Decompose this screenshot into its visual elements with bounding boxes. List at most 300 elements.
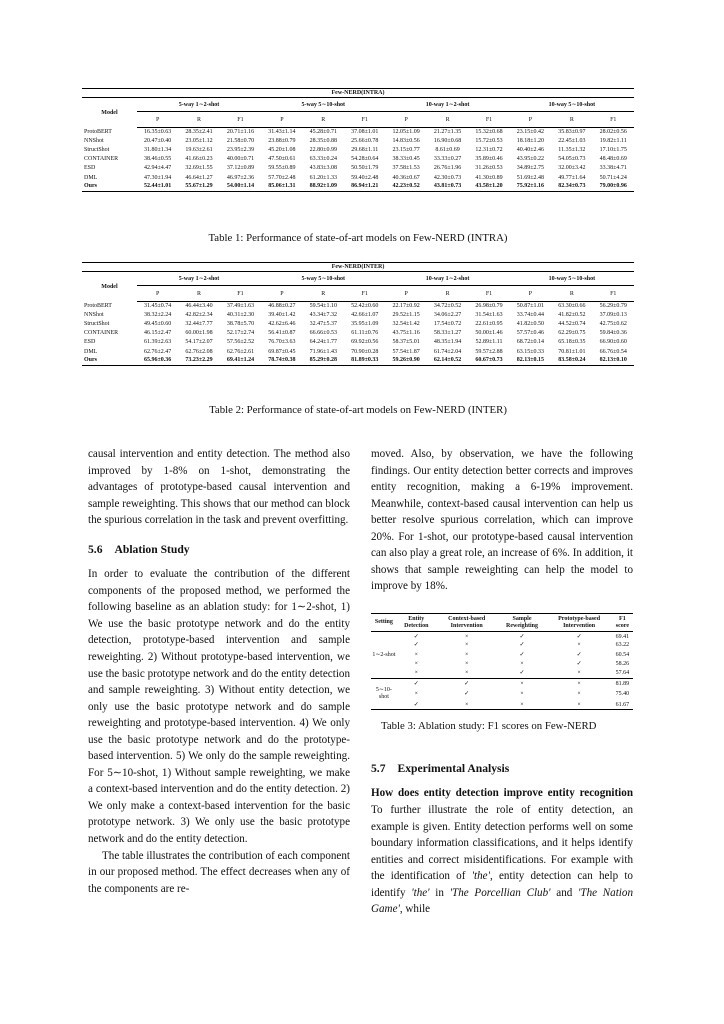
metric-cell: 52.17±2.74 (226, 330, 255, 337)
metric-cell: 78.74±0.38 (261, 356, 302, 365)
paragraph: In order to evaluate the contribution of the different components of the proposed method, we performed the following baseline as an ablation study: for 1∼2-shot, 1) We use the basic prototype network and do the entity detection, prototype-based intervention and sample reweighting. 2) Without prototype-based intervention, we use the basic prototype network and do the entity detection and sample reweighting. 3) Without entity detection, we only use the basic prototype network and do sample reweighting and prototype-based intervention. 4) We only use the basic prototype network and do the prototype-based intervention. 5) We only do the sample reweighting. For 5∼10-shot, 1) Without sample reweighting, we make a context-based intervention and do the entity detection. 2) We only make a context-based intervention for the basic prototype network. 3) We only use the basic prototype network and do the entity detection. (88, 568, 350, 846)
right-column (371, 446, 633, 918)
component-cell: ✓ (576, 651, 582, 658)
section-title: Ablation Study (114, 542, 190, 556)
component-cell: ✓ (576, 634, 582, 641)
metric-cell: 63.30±0.66 (558, 303, 586, 310)
table-row (371, 650, 633, 659)
col-header: F1 score (612, 613, 633, 631)
table-row (82, 182, 634, 191)
component-cell: ✓ (519, 642, 525, 649)
metric-cell: 32.44±7.77 (185, 321, 213, 328)
col-header: F1 (220, 286, 261, 302)
component-cell: × (520, 660, 524, 667)
metric-cell: 82.13±0.10 (593, 356, 634, 365)
metric-cell: 20.71±1.16 (226, 129, 255, 136)
col-header: P (385, 112, 426, 128)
metric-cell: 38.78±5.70 (226, 321, 255, 328)
metric-cell: 40.00±0.71 (226, 156, 255, 163)
component-cell: × (498, 701, 547, 710)
metric-cell: 75.92±1.16 (510, 182, 551, 191)
metric-cell: 42.23±0.52 (385, 182, 426, 191)
table-row (371, 641, 633, 650)
score-cell: 57.64 (612, 669, 633, 678)
model-name: NNShot (84, 138, 104, 145)
component-cell: ✓ (397, 701, 436, 710)
metric-cell: 49.77±1.64 (558, 174, 586, 181)
table-row (82, 329, 634, 338)
metric-cell: 21.58±0.70 (226, 138, 255, 145)
table-title: Few-NERD(INTER) (82, 263, 634, 272)
metric-cell: 31.43±1.14 (268, 129, 296, 136)
table-row (371, 669, 633, 678)
paragraph: The table illustrates the contribution of each component in our proposed method. The effect decreases when any of the components are re- (88, 849, 350, 895)
table-row (371, 701, 633, 710)
component-cell: ✓ (464, 680, 470, 687)
metric-cell: 66.90±0.60 (599, 339, 627, 346)
score-cell: 63.22 (615, 642, 630, 649)
metric-cell: 73.23±2.29 (178, 356, 219, 365)
col-header: F1 (220, 112, 261, 128)
metric-cell: 52.89±1.11 (475, 339, 503, 346)
table-row (82, 173, 634, 182)
table-row (82, 347, 634, 356)
score-cell: 60.54 (615, 651, 630, 658)
text-run: , entity detection can help to identify (371, 870, 633, 899)
metric-cell: 43.95±0.22 (516, 156, 545, 163)
metric-cell: 56.29±0.79 (599, 303, 627, 310)
metric-cell: 62.76±2.47 (143, 348, 172, 355)
metric-cell: 49.45±0.60 (143, 321, 172, 328)
col-header: R (178, 286, 219, 302)
metric-cell: 59.40±2.48 (351, 174, 379, 181)
quote: 'The Porcellian Club' (449, 886, 551, 899)
col-header: P (261, 286, 302, 302)
table-row (82, 128, 634, 137)
metric-cell: 70.90±0.28 (351, 348, 379, 355)
score-cell: 69.41 (615, 634, 630, 641)
metric-cell: 34.72±0.52 (433, 303, 462, 310)
table-body (82, 302, 634, 366)
metric-cell: 62.14±0.52 (427, 356, 468, 365)
results-table-inter (82, 262, 634, 366)
component-cell: ✓ (413, 680, 419, 687)
col-header: P (385, 286, 426, 302)
metric-cell: 81.89±0.33 (344, 356, 385, 365)
metric-cell: 88.92±1.09 (303, 182, 344, 191)
metric-cell: 34.89±2.75 (516, 165, 545, 172)
metric-cell: 37.12±0.89 (226, 165, 255, 172)
metric-cell: 42.75±0.62 (599, 321, 627, 328)
col-header: R (303, 112, 344, 128)
table-row (371, 660, 633, 669)
section-heading-ablation (88, 542, 350, 559)
model-name: ProtoBERT (84, 303, 112, 310)
quote: 'the' (411, 886, 430, 899)
component-cell: × (546, 701, 611, 710)
metric-cell: 46.44±3.40 (185, 303, 213, 310)
col-header: F1 (344, 286, 385, 302)
col-header: Entity Detection (397, 613, 436, 631)
setting-cell (371, 701, 397, 710)
component-cell: × (436, 701, 498, 710)
component-cell: × (464, 634, 469, 641)
component-cell: ✓ (519, 651, 525, 658)
group-header: 10-way 5∼10-shot (510, 98, 634, 112)
table-row (371, 632, 633, 641)
metric-cell: 23.15±0.77 (392, 147, 420, 154)
metric-cell: 50.87±1.01 (516, 303, 545, 310)
metric-cell: 52.42±0.60 (351, 303, 379, 310)
metric-cell: 76.70±3.63 (268, 339, 296, 346)
metric-cell: 38.32±2.24 (143, 312, 172, 319)
col-header: R (427, 286, 468, 302)
metric-cell: 25.66±0.78 (351, 138, 379, 145)
metric-cell: 16.35±0.63 (143, 129, 172, 136)
metric-cell: 35.95±1.09 (351, 321, 379, 328)
metric-cell: 35.89±0.46 (475, 156, 503, 163)
metric-cell: 51.69±2.48 (516, 174, 545, 181)
metric-cell: 54.17±2.07 (185, 339, 213, 346)
model-header: Model (101, 109, 118, 116)
component-cell: × (397, 669, 436, 678)
metric-cell: 57.54±1.87 (392, 348, 420, 355)
col-header: R (427, 112, 468, 128)
model-name: NNShot (84, 312, 104, 319)
model-name: ProtoBERT (84, 129, 112, 136)
setting-cell (371, 632, 397, 641)
metric-cell: 58.33±1.27 (433, 330, 462, 337)
metric-cell: 47.50±0.61 (268, 156, 296, 163)
component-cell: × (520, 680, 524, 687)
metric-cell: 26.98±0.79 (475, 303, 503, 310)
metric-cell: 37.49±1.63 (226, 303, 255, 310)
group-header: 5-way 1∼2-shot (137, 272, 261, 286)
table-row (82, 311, 634, 320)
text-run: , while (399, 903, 431, 916)
metric-cell: 28.02±0.56 (599, 129, 627, 136)
table-body (82, 128, 634, 192)
metric-cell: 43.83±3.08 (309, 165, 337, 172)
metric-cell: 43.75±1.16 (392, 330, 420, 337)
metric-cell: 60.67±0.73 (468, 356, 509, 365)
metric-cell: 54.00±1.14 (220, 182, 261, 191)
col-header: P (510, 286, 551, 302)
score-cell: 58.26 (615, 660, 630, 667)
metric-cell: 60.00±1.98 (185, 330, 213, 337)
metric-cell: 46.15±2.47 (143, 330, 172, 337)
text-run: and (550, 886, 579, 899)
metric-cell: 16.90±0.68 (433, 138, 462, 145)
metric-cell: 69.87±0.45 (268, 348, 296, 355)
metric-cell: 23.05±1.12 (185, 138, 213, 145)
metric-cell: 42.66±1.07 (351, 312, 379, 319)
col-header: F1 (468, 112, 509, 128)
component-cell: × (577, 690, 581, 697)
metric-cell: 50.00±1.46 (475, 330, 503, 337)
component-cell: × (546, 669, 611, 678)
metric-cell: 61.74±2.04 (433, 348, 462, 355)
metric-cell: 50.71±4.24 (599, 174, 627, 181)
metric-cell: 31.54±1.63 (475, 312, 503, 319)
metric-cell: 32.47±5.37 (309, 321, 337, 328)
component-cell: × (520, 690, 524, 697)
section-title: Experimental Analysis (397, 761, 510, 775)
metric-cell: 41.30±0.89 (475, 174, 503, 181)
col-header: Setting (371, 613, 397, 631)
quote: 'The Nation Game' (371, 886, 633, 916)
group-header: 10-way 5∼10-shot (510, 272, 634, 286)
metric-cell: 63.15±0.33 (516, 348, 545, 355)
metric-cell: 47.30±1.94 (143, 174, 172, 181)
metric-cell: 19.63±2.61 (185, 147, 213, 154)
col-header: Sample Reweighting (498, 613, 547, 631)
metric-cell: 46.97±2.36 (226, 174, 255, 181)
metric-cell: 33.74±0.44 (516, 312, 545, 319)
ablation-table (371, 613, 633, 710)
table-row (82, 302, 634, 311)
table-title: Few-NERD(INTRA) (82, 89, 634, 98)
table-row (82, 137, 634, 146)
metric-cell: 66.66±0.53 (309, 330, 337, 337)
metric-cell: 52.44±1.01 (137, 182, 178, 191)
metric-cell: 43.34±7.32 (309, 312, 337, 319)
paragraph: causal intervention and entity detection. The method also improved by 1-8% on 1-shot, demonstrating the advantages of prototype-based causal intervention and sample reweighting. This shows that our method can block the spurious correlation in the task and prevent overfitting. (88, 448, 350, 527)
metric-cell: 31.45±0.74 (143, 303, 172, 310)
component-cell: × (464, 642, 469, 649)
metric-cell: 56.41±0.87 (268, 330, 296, 337)
table-row (82, 146, 634, 155)
metric-cell: 71.96±1.43 (309, 348, 337, 355)
section-heading-analysis (371, 761, 633, 778)
metric-cell: 29.52±1.15 (392, 312, 420, 319)
model-name: StructShot (84, 321, 110, 328)
col-header: P (137, 286, 178, 302)
metric-cell: 45.28±0.71 (309, 129, 337, 136)
table-2-caption: Table 2: Performance of state-of-art models on Few-NERD (INTER) (209, 404, 507, 416)
metric-cell: 38.33±0.45 (392, 156, 420, 163)
component-cell: ✓ (519, 634, 525, 641)
metric-cell: 20.47±0.40 (143, 138, 172, 145)
section-number: 5.7 (371, 761, 386, 775)
metric-cell: 69.92±0.56 (351, 339, 379, 346)
group-header: 5-way 1∼2-shot (137, 98, 261, 112)
col-header: R (303, 286, 344, 302)
component-cell: × (414, 660, 418, 667)
metric-cell: 59.57±2.88 (475, 348, 503, 355)
col-header: Context-based Intervention (436, 613, 498, 631)
table-row (82, 356, 634, 365)
metric-cell: 14.83±0.56 (392, 138, 420, 145)
metric-cell: 41.82±0.50 (516, 321, 545, 328)
metric-cell: 62.76±2.08 (185, 348, 213, 355)
setting-cell: 1∼2-shot (372, 651, 396, 658)
table-2 (82, 262, 634, 366)
quote: 'the' (471, 870, 490, 883)
metric-cell: 65.18±0.35 (558, 339, 586, 346)
metric-cell: 59.26±0.90 (385, 356, 426, 365)
metric-cell: 59.54±1.10 (309, 303, 337, 310)
metric-cell: 85.06±1.31 (261, 182, 302, 191)
model-name: ESD (84, 165, 96, 172)
model-name: CONTAINER (84, 330, 119, 337)
metric-cell: 22.17±0.92 (392, 303, 420, 310)
group-header: 5-way 5∼10-shot (261, 272, 385, 286)
metric-cell: 66.76±0.54 (599, 348, 627, 355)
model-name: StructShot (84, 147, 110, 154)
metric-cell: 22.80±0.99 (309, 147, 337, 154)
group-header: 10-way 1∼2-shot (385, 272, 509, 286)
metric-cell: 65.96±0.36 (137, 356, 178, 365)
metric-cell: 48.35±1.94 (433, 339, 462, 346)
metric-cell: 22.61±0.95 (475, 321, 503, 328)
component-cell: × (577, 642, 581, 649)
setting-cell (371, 641, 397, 650)
col-header: R (178, 112, 219, 128)
metric-cell: 79.00±0.96 (593, 182, 634, 191)
metric-cell: 85.29±0.28 (303, 356, 344, 365)
metric-cell: 42.94±4.47 (143, 165, 172, 172)
section-number: 5.6 (88, 542, 103, 556)
model-header: Model (101, 283, 118, 290)
metric-cell: 39.40±1.42 (268, 312, 296, 319)
table-row (371, 678, 633, 687)
score-cell: 81.89 (615, 680, 630, 687)
metric-cell: 32.69±1.55 (185, 165, 213, 172)
metric-cell: 17.10±1.75 (599, 147, 627, 154)
metric-cell: 46.88±0.27 (268, 303, 296, 310)
metric-cell: 40.36±0.67 (392, 174, 420, 181)
metric-cell: 42.30±0.73 (433, 174, 462, 181)
col-header: P (261, 112, 302, 128)
metric-cell: 38.46±0.55 (143, 156, 172, 163)
component-cell: × (414, 651, 418, 658)
metric-cell: 55.67±1.29 (178, 182, 219, 191)
metric-cell: 11.35±1.32 (558, 147, 586, 154)
metric-cell: 45.20±1.08 (268, 147, 296, 154)
table-3-caption: Table 3: Ablation study: F1 scores on Few-NERD (381, 720, 597, 733)
metric-cell: 82.34±0.73 (551, 182, 592, 191)
metric-cell: 48.48±0.69 (599, 156, 627, 163)
metric-cell: 21.27±1.35 (433, 129, 462, 136)
metric-cell: 37.09±0.13 (599, 312, 627, 319)
component-cell: × (436, 669, 498, 678)
component-cell: × (464, 651, 469, 658)
component-cell: × (414, 690, 418, 697)
table-row (82, 320, 634, 329)
text-run: in (429, 886, 450, 899)
setting-cell (371, 678, 397, 687)
metric-cell: 64.24±1.77 (309, 339, 337, 346)
run-in-heading: How does entity detection improve entity recognition (371, 787, 633, 800)
model-name: Ours (82, 182, 137, 191)
table-1 (82, 88, 634, 192)
col-header: P (137, 112, 178, 128)
metric-cell: 54.28±0.64 (351, 156, 379, 163)
metric-cell: 41.66±0.23 (185, 156, 213, 163)
metric-cell: 32.00±3.42 (558, 165, 586, 172)
metric-cell: 12.31±0.72 (475, 147, 503, 154)
metric-cell: 43.58±1.20 (468, 182, 509, 191)
setting-cell (371, 660, 397, 669)
metric-cell: 70.81±1.01 (558, 348, 586, 355)
paragraph (371, 785, 633, 917)
metric-cell: 37.58±1.53 (392, 165, 420, 172)
metric-cell: 46.64±1.27 (185, 174, 213, 181)
metric-cell: 57.70±2.48 (268, 174, 296, 181)
metric-cell: 22.45±1.03 (558, 138, 586, 145)
setting-cell: 5∼10-shot (375, 687, 392, 700)
metric-cell: 23.15±0.42 (516, 129, 545, 136)
score-cell: 75.40 (615, 690, 630, 697)
metric-cell: 43.81±0.73 (427, 182, 468, 191)
metric-cell: 42.62±6.46 (268, 321, 296, 328)
component-cell: ✓ (498, 669, 547, 678)
metric-cell: 68.72±0.14 (516, 339, 545, 346)
table-row (82, 164, 634, 173)
col-header: Prototype-based Intervention (546, 613, 611, 631)
metric-cell: 57.56±2.52 (226, 339, 255, 346)
metric-cell: 42.82±2.34 (185, 312, 213, 319)
col-header: F1 (468, 286, 509, 302)
metric-cell: 26.76±1.96 (433, 165, 462, 172)
metric-cell: 62.76±2.61 (226, 348, 255, 355)
metric-cell: 86.94±1.21 (344, 182, 385, 191)
metric-cell: 44.52±0.74 (558, 321, 586, 328)
col-header: F1 (344, 112, 385, 128)
score-cell: 61.67 (612, 701, 633, 710)
setting-cell (371, 669, 397, 678)
model-name: ESD (84, 339, 96, 346)
col-header: R (551, 286, 592, 302)
table-1-caption: Table 1: Performance of state-of-art models on Few-NERD (INTRA) (208, 232, 508, 244)
metric-cell: 12.05±1.09 (392, 129, 420, 136)
metric-cell: 33.33±0.27 (433, 156, 462, 163)
component-cell: ✓ (464, 690, 470, 697)
results-table-intra (82, 88, 634, 192)
metric-cell: 40.40±2.46 (516, 147, 545, 154)
metric-cell: 32.54±1.42 (392, 321, 420, 328)
metric-cell: 59.55±0.89 (268, 165, 296, 172)
metric-cell: 62.29±0.75 (558, 330, 586, 337)
metric-cell: 15.32±0.68 (475, 129, 503, 136)
metric-cell: 59.84±0.36 (599, 330, 627, 337)
metric-cell: 82.13±0.15 (510, 356, 551, 365)
metric-cell: 40.31±2.30 (226, 312, 255, 319)
metric-cell: 23.95±2.39 (226, 147, 255, 154)
metric-cell: 63.33±0.24 (309, 156, 337, 163)
metric-cell: 69.41±1.24 (220, 356, 261, 365)
metric-cell: 18.18±1.20 (516, 138, 545, 145)
metric-cell: 28.35±2.41 (185, 129, 213, 136)
model-name: DML (84, 174, 98, 181)
component-cell: × (464, 660, 469, 667)
metric-cell: 61.39±2.63 (143, 339, 172, 346)
metric-cell: 34.06±2.27 (433, 312, 462, 319)
metric-cell: 15.72±0.53 (475, 138, 503, 145)
text-run: To further illustrate the role of entity detection, an example is given. Entity detection performs well on some boundary information classifications, and it helps identify entities and correct misidentifications. For example with the identification of (371, 804, 633, 883)
paragraph: moved. Also, by observation, we have the following findings. Our entity detection better corrects and improves entity recognition, making a 6-19% improvement. Meanwhile, context-based causal intervention can help us better resolve spurious correlation, which can improve 20%. For 1-shot, our prototype-based causal intervention can also play a great role, an increase of 6%. In addition, it shows that sample reweighting can help the model to improve by 18%. (371, 448, 633, 593)
metric-cell: 8.61±0.69 (435, 147, 460, 154)
col-header: F1 (593, 286, 634, 302)
metric-cell: 29.68±1.11 (351, 147, 379, 154)
col-header: R (551, 112, 592, 128)
table-row (371, 687, 633, 700)
metric-cell: 33.38±4.71 (599, 165, 627, 172)
metric-cell: 31.80±1.34 (143, 147, 172, 154)
metric-cell: 41.82±0.52 (558, 312, 586, 319)
metric-cell: 83.58±0.24 (551, 356, 592, 365)
